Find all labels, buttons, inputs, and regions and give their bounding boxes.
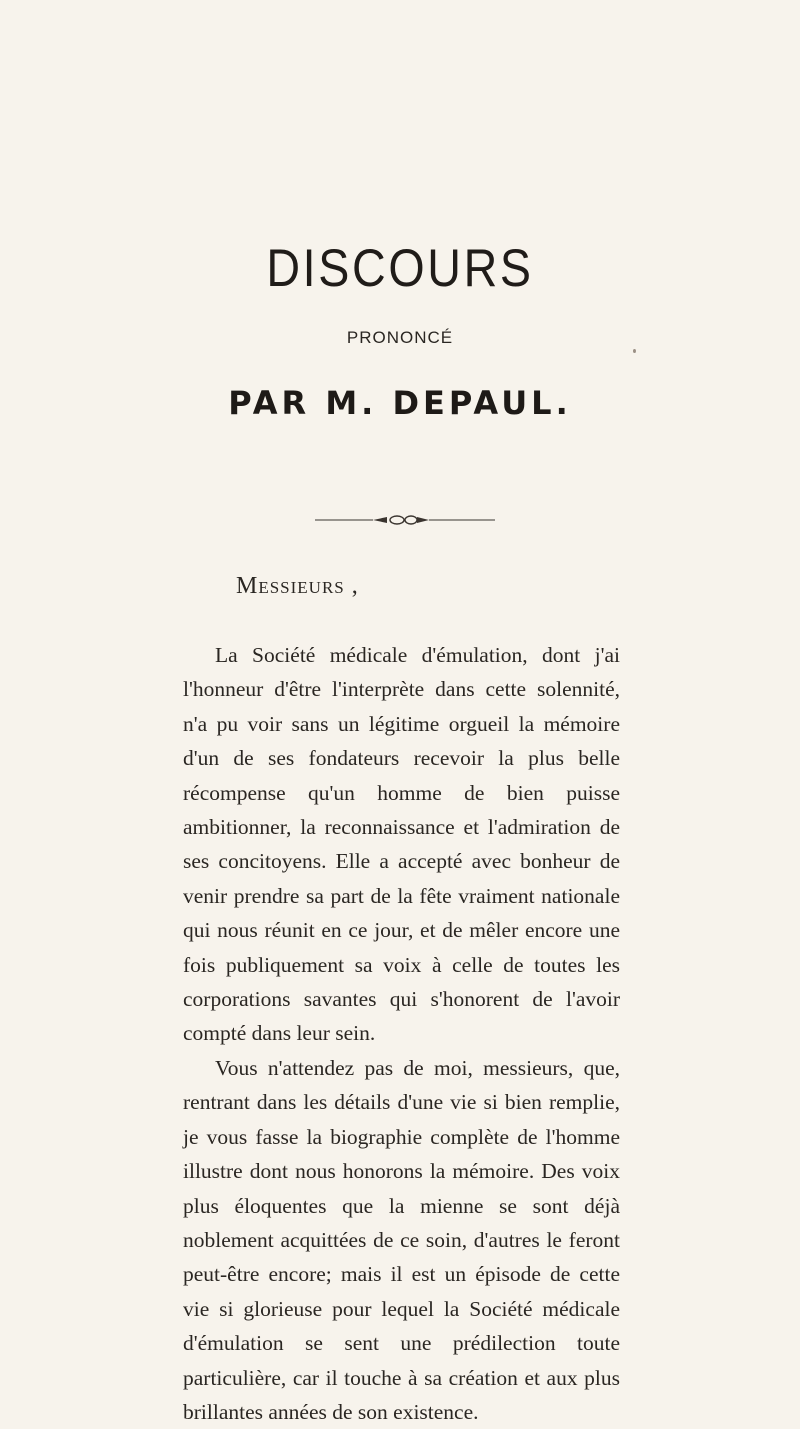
byline: PAR M. DEPAUL.: [228, 384, 572, 422]
decorative-rule-icon: [315, 512, 495, 528]
subtitle: PRONONCÉ: [346, 328, 454, 347]
paragraph: Vous n'attendez pas de moi, messieurs, que, rentrant dans les détails d'une vie si bien remplie, je vous fasse la biographie complète de l'homme illustre dont nous honorons la mémoire. Des voix plus éloquentes que la mienne se sont déjà noblement acquittées de ce soin, d'autres le feront peut-être encore; mais il est un épisode de cette vie si glorieuse pour lequel la Société médicale d'émulation se sent une prédilection toute particulière, car il touche à sa création et aux plus brillantes années de son existence.: [183, 1055, 620, 1424]
page-title: DISCOURS: [266, 239, 534, 298]
salutation: Messieurs ,: [236, 573, 359, 599]
ink-speck: [633, 349, 636, 353]
body-text: [183, 638, 620, 1429]
paragraph: La Société médicale d'émulation, dont j'ai l'honneur d'être l'interprète dans cette solennité, n'a pu voir sans un légitime orgueil la mémoire d'un de ses fondateurs recevoir la plus belle récompense qu'un homme de bien puisse ambitionner, la reconnaissance et l'admiration de ses concitoyens. Elle a accepté avec bonheur de venir prendre sa part de la fête vraiment nationale qui nous réunit en ce jour, et de mêler encore une fois publiquement sa voix à celle de toutes les corporations savantes qui s'honorent de l'avoir compté dans leur sein.: [183, 643, 620, 1046]
